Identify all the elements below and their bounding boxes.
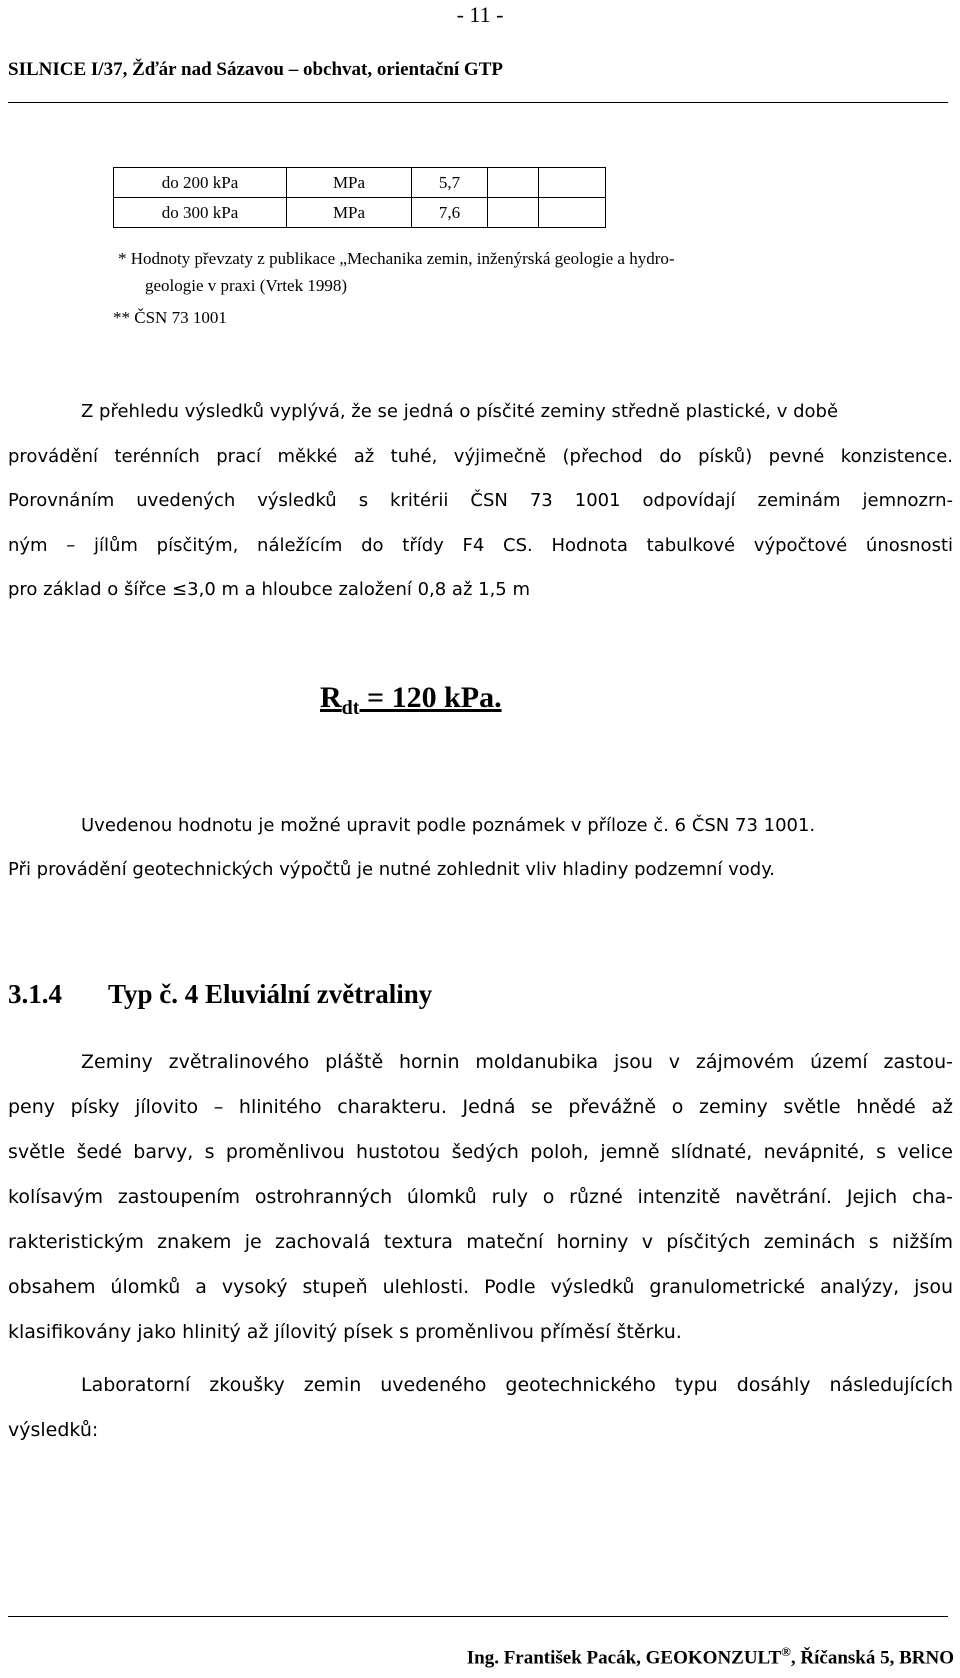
section-number: 3.1.4	[8, 979, 62, 1009]
table-row	[114, 168, 606, 198]
paragraph-line: pro základ o šířce ≤3,0 m a hloubce založení 0,8 až 1,5 m	[8, 579, 531, 600]
table-cell-empty	[488, 198, 539, 228]
paragraph-line: Porovnáním uvedených výsledků s kritérii ČSN 73 1001 odpovídají zeminám jemnozrn-	[8, 490, 953, 511]
paragraph-line: Laboratorní zkoušky zemin uvedeného geotechnického typu dosáhly následujících	[81, 1374, 953, 1396]
footnote-standard: ** ČSN 73 1001	[113, 308, 227, 327]
bearing-capacity-formula	[320, 681, 502, 720]
formula-value: = 120 kPa.	[359, 681, 502, 714]
paragraph-line: obsahem úlomků a vysoký stupeň ulehlosti. Podle výsledků granulometrické analýzy, jsou	[8, 1276, 953, 1298]
paragraph-line: provádění terénních prací měkké až tuhé, výjimečně (přechod do písků) pevné konzistence.	[8, 445, 953, 467]
section-title: Typ č. 4 Eluviální zvětraliny	[108, 979, 433, 1009]
paragraph-line: Zeminy zvětralinového pláště hornin moldanubika jsou v zájmovém území zastou-	[81, 1051, 953, 1073]
table-cell-label: do 200 kPa	[114, 168, 287, 198]
table-cell-empty	[488, 168, 539, 198]
table-cell-value: 5,7	[412, 168, 488, 198]
document-header: SILNICE I/37, Žďár nad Sázavou – obchvat, orientační GTP	[8, 59, 503, 80]
paragraph-line: ným – jílům písčitým, náležícím do třídy F4 CS. Hodnota tabulkové výpočtové únosnosti	[8, 534, 953, 556]
page-number: - 11 -	[456, 2, 504, 27]
paragraph-line: peny písky jílovito – hlinitého charakteru. Jedná se převážně o zeminy světle hnědé až	[8, 1096, 953, 1118]
paragraph-line: světle šedé barvy, s proměnlivou hustotou šedých poloh, jemně slídnaté, nevápnité, s velice	[8, 1141, 953, 1163]
paragraph-line: Při provádění geotechnických výpočtů je nutné zohlednit vliv hladiny podzemní vody.	[8, 859, 776, 880]
paragraph-line: výsledků:	[8, 1419, 99, 1441]
footer-author	[467, 1644, 954, 1669]
table-cell-empty	[539, 198, 606, 228]
footer-divider	[8, 1616, 948, 1617]
table-row	[114, 198, 606, 228]
footer-name: Ing. František Pacák, GEOKONZULT	[466, 1647, 782, 1669]
formula-symbol: R	[320, 681, 342, 714]
paragraph-line: kolísavým zastoupením ostrohranných úlomků ruly o různé intenzitě navětrání. Jejich cha-	[8, 1186, 953, 1208]
paragraph-line: rakteristickým znakem je zachovalá textura mateční horniny v písčitých zeminách s nižším	[8, 1231, 953, 1253]
note-paragraph	[8, 804, 953, 892]
table-cell-value: 7,6	[412, 198, 488, 228]
footnote-source: * Hodnoty převzaty z publikace „Mechanika zemin, inženýrská geologie a hydro-	[118, 249, 675, 268]
parameters-table	[113, 167, 606, 228]
table-cell-empty	[539, 168, 606, 198]
formula-subscript: dt	[341, 697, 360, 719]
paragraph-line: Z přehledu výsledků vyplývá, že se jedná o písčité zeminy středně plastické, v době	[81, 401, 839, 422]
description-paragraph	[8, 1040, 953, 1453]
footnote-source-continued: geologie v praxi (Vrtek 1998)	[145, 276, 347, 295]
paragraph-line: Uvedenou hodnotu je možné upravit podle poznámek v příloze č. 6 ČSN 73 1001.	[81, 815, 816, 836]
results-paragraph	[8, 390, 953, 613]
paragraph-line: klasifikovány jako hlinitý až jílovitý písek s proměnlivou příměsí štěrku.	[8, 1321, 682, 1343]
registered-mark: ®	[781, 1644, 791, 1659]
footer-address: , Říčanská 5, BRNO	[790, 1647, 954, 1669]
header-divider	[8, 102, 948, 103]
table-cell-unit: MPa	[287, 198, 412, 228]
table-cell-unit: MPa	[287, 168, 412, 198]
table-cell-label: do 300 kPa	[114, 198, 287, 228]
